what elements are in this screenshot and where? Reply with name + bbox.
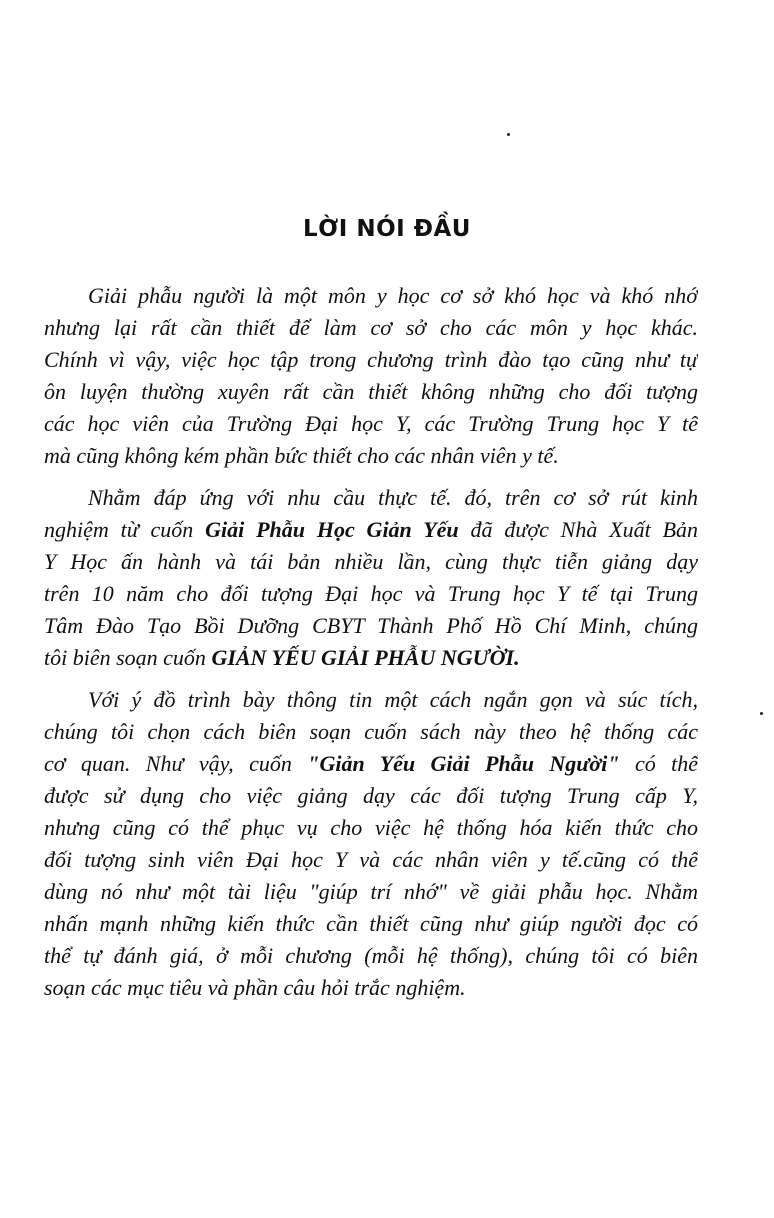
text-line [44, 642, 698, 674]
text-line: trên 10 năm cho đối tượng Đại học và Trung học Y tế tại Trung [44, 581, 698, 606]
text-line: được sử dụng cho việc giảng dạy các đối tượng Trung cấp Y, [44, 783, 698, 808]
text-line: chúng tôi chọn cách biên soạn cuốn sách này theo hệ thống các [44, 719, 698, 744]
text-segment: tôi biên soạn cuốn [44, 645, 206, 670]
text-segment: cơ quan. Như vậy, cuốn [44, 751, 292, 776]
page-speck [507, 133, 510, 136]
text-line [44, 748, 698, 780]
text-line: mà cũng không kém phần bức thiết cho các nhân viên y tế. [44, 443, 559, 468]
text-line: thể tự đánh giá, ở mỗi chương (mỗi hệ thống), chúng tôi có biên [44, 943, 698, 968]
text-line: Với ý đồ trình bày thông tin một cách ngắn gọn và súc tích, [88, 687, 698, 712]
text-line: Y Học ấn hành và tái bản nhiều lần, cùng thực tiễn giảng dạy [44, 549, 698, 574]
text-line: nhấn mạnh những kiến thức cần thiết cũng như giúp người đọc có [44, 911, 698, 936]
text-segment: nghiệm từ cuốn [44, 517, 194, 542]
text-line: Nhằm đáp ứng với nhu cầu thực tế. đó, trên cơ sở rút kinh [88, 485, 698, 510]
preface-body [44, 280, 698, 1014]
text-segment: đã được Nhà Xuất Bản [470, 517, 698, 542]
page-title: LỜI NÓI ĐẦU [303, 216, 471, 242]
paragraph-3 [44, 684, 698, 1004]
page-speck [760, 712, 763, 715]
text-line: đối tượng sinh viên Đại học Y và các nhân viên y tế.cũng có thể [44, 847, 698, 872]
paragraph-2 [44, 482, 698, 674]
text-line: nhưng lại rất cần thiết để làm cơ sở cho các môn y học khác. [44, 315, 698, 340]
text-line [44, 514, 698, 546]
book-title-emphasis: "Giản Yếu Giải Phẫu Người" [307, 751, 620, 776]
text-line: nhưng cũng có thể phục vụ cho việc hệ thống hóa kiến thức cho [44, 815, 698, 840]
text-line: Tâm Đào Tạo Bồi Dưỡng CBYT Thành Phố Hồ Chí Minh, chúng [44, 613, 698, 638]
text-segment: có thể [634, 751, 698, 776]
book-title-emphasis: GIẢN YẾU GIẢI PHẪU NGƯỜI. [211, 645, 520, 670]
text-line: soạn các mục tiêu và phần câu hỏi trắc nghiệm. [44, 975, 466, 1000]
paragraph-1 [44, 280, 698, 472]
text-line: Chính vì vậy, việc học tập trong chương trình đào tạo cũng như tự [44, 347, 698, 372]
text-line: Giải phẫu người là một môn y học cơ sở khó học và khó nhớ [88, 283, 698, 308]
book-title-emphasis: Giải Phẫu Học Giản Yếu [205, 517, 459, 542]
text-line: ôn luyện thường xuyên rất cần thiết không những cho đối tượng [44, 379, 698, 404]
text-line: các học viên của Trường Đại học Y, các Trường Trung học Y tế [44, 411, 698, 436]
text-line: dùng nó như một tài liệu "giúp trí nhớ" về giải phẫu học. Nhằm [44, 879, 698, 904]
